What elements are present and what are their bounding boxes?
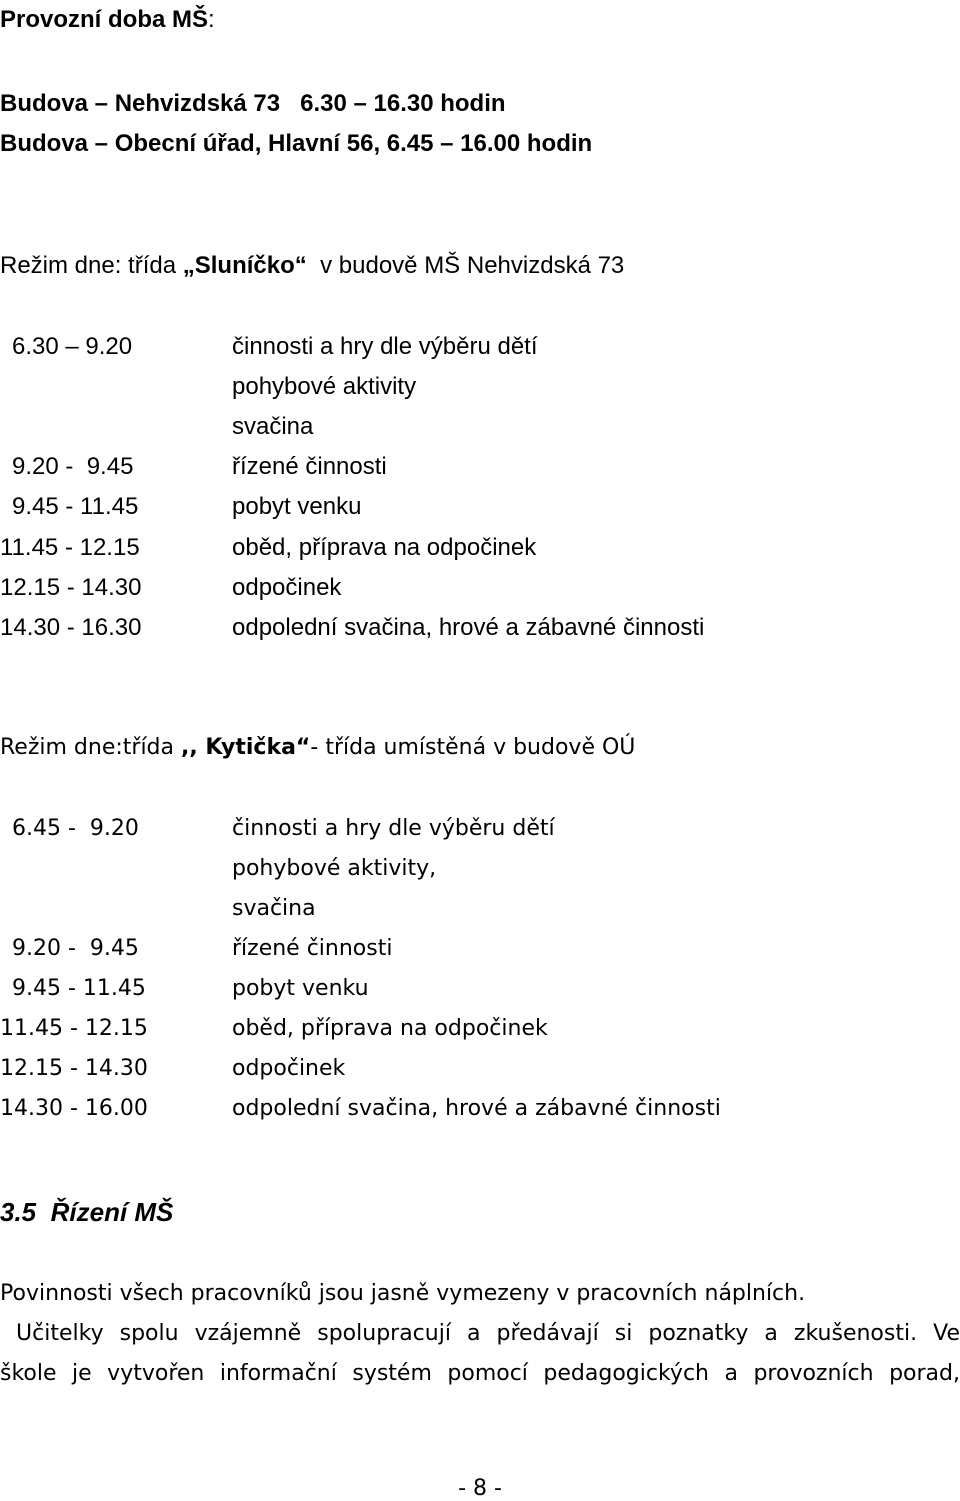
kyticka-heading-prefix: Režim dne:třída: [0, 735, 181, 760]
schedule-time: 14.30 - 16.00: [0, 1096, 148, 1121]
section-title: Řízení MŠ: [50, 1197, 174, 1227]
schedule-time: 9.45 - 11.45: [12, 976, 146, 1001]
page-number: - 8 -: [458, 1476, 502, 1501]
schedule-activity: odpolední svačina, hrové a zábavné činnosti: [232, 614, 705, 641]
schedule-activity: svačina: [232, 413, 314, 440]
kyticka-class-name: ,, Kytička“: [181, 735, 311, 760]
schedule-time: 9.20 - 9.45: [12, 936, 139, 961]
kyticka-heading: [0, 737, 635, 759]
section-number: 3.5: [0, 1197, 37, 1227]
schedule-time: 6.45 - 9.20: [12, 816, 139, 841]
schedule-activity: odpočinek: [232, 574, 342, 601]
slunicko-heading-prefix: Režim dne: třída: [0, 252, 183, 279]
building-ou-hours: Budova – Obecní úřad, Hlavní 56, 6.45 – 16.00 hodin: [0, 130, 593, 157]
schedule-time: 6.30 – 9.20: [12, 333, 133, 360]
schedule-activity: pobyt venku: [232, 493, 362, 520]
schedule-time: 12.15 - 14.30: [0, 574, 142, 601]
schedule-time: 14.30 - 16.30: [0, 614, 142, 641]
schedule-activity: oběd, příprava na odpočinek: [232, 534, 537, 561]
schedule-activity: pobyt venku: [232, 976, 369, 1001]
slunicko-heading-suffix: v budově MŠ Nehvizdská 73: [306, 252, 625, 279]
schedule-time: 12.15 - 14.30: [0, 1056, 148, 1081]
opening-hours-title-colon: :: [208, 6, 215, 33]
section-paragraph-2-line-2: škole je vytvořen informační systém pomocí pedagogických a provozních porad,: [0, 1361, 960, 1386]
schedule-activity: pohybové aktivity: [232, 373, 417, 400]
schedule-time: 9.20 - 9.45: [12, 453, 134, 480]
schedule-activity: odpolední svačina, hrové a zábavné činnosti: [232, 1096, 721, 1121]
section-heading: [0, 1199, 173, 1225]
section-paragraph-2-line-1: Učitelky spolu vzájemně spolupracují a předávají si poznatky a zkušenosti. Ve: [0, 1321, 960, 1346]
slunicko-class-name: „Sluníčko“: [182, 252, 307, 279]
schedule-activity: svačina: [232, 896, 316, 921]
schedule-activity: pohybové aktivity,: [232, 856, 437, 881]
section-paragraph-1: Povinnosti všech pracovníků jsou jasně vymezeny v pracovních náplních.: [0, 1281, 806, 1306]
schedule-activity: činnosti a hry dle výběru dětí: [232, 816, 555, 841]
schedule-activity: činnosti a hry dle výběru dětí: [232, 333, 538, 360]
slunicko-heading: [0, 254, 624, 278]
schedule-activity: oběd, příprava na odpočinek: [232, 1016, 548, 1041]
opening-hours-title: [0, 8, 215, 32]
schedule-activity: řízené činnosti: [232, 936, 393, 961]
schedule-time: 11.45 - 12.15: [0, 1016, 148, 1041]
schedule-time: 11.45 - 12.15: [0, 534, 140, 561]
schedule-time: 9.45 - 11.45: [12, 493, 139, 520]
building-nehvizdska-hours: Budova – Nehvizdská 73 6.30 – 16.30 hodin: [0, 90, 506, 117]
opening-hours-title-text: Provozní doba MŠ: [0, 6, 209, 33]
schedule-activity: řízené činnosti: [232, 453, 387, 480]
schedule-activity: odpočinek: [232, 1056, 346, 1081]
kyticka-heading-suffix: - třída umístěná v budově OÚ: [310, 735, 636, 760]
